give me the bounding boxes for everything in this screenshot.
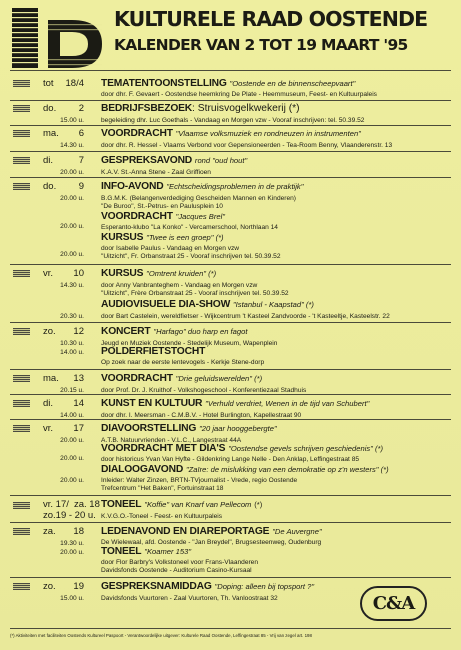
entry-time: 20.15 u. bbox=[60, 387, 84, 394]
marker-icon bbox=[13, 425, 30, 432]
entry-description: Inleider: Walter Zinzen, BRTN-TVjournalist - Vrede, regio Oostende bbox=[101, 477, 298, 484]
entry-heading: TONEEL "Koamer 153" bbox=[101, 546, 192, 557]
entry-description: door dhr. R. Hessel - Vlaams Verbond voor Gepensioneerden - Tea-Room Benny, Vlaanderenstr. 13 bbox=[101, 142, 393, 149]
entry-description: door historicus Yvan Van Hyfte - Gildenkring Lange Nelle - Den Anklap, Leffingestraat 85 bbox=[101, 456, 360, 463]
rule bbox=[10, 522, 451, 523]
marker-icon bbox=[13, 270, 30, 277]
rule-bottom bbox=[10, 628, 451, 629]
rule bbox=[10, 322, 451, 323]
entry-heading: AUDIOVISUELE DIA-SHOW "Istanbul - Kaapstad" (*) bbox=[101, 299, 314, 310]
entry-time: 14.00 u. bbox=[60, 349, 84, 356]
entry-heading: KURSUS "Twee is een groep" (*) bbox=[101, 232, 224, 243]
entry-day: do. bbox=[43, 181, 57, 192]
entry-description: Davidsfonds Oostende - Auditorium Casino-Kursaal bbox=[101, 567, 252, 574]
entry-time: 15.00 u. bbox=[60, 117, 84, 124]
entry-description: door Anny Vanbranteghem - Vandaag en Morgen vzw bbox=[101, 282, 258, 289]
rule bbox=[10, 177, 451, 178]
rule bbox=[10, 419, 451, 420]
entry-description: "De Buroo", St.-Petrus- en Paulusplein 10 bbox=[101, 203, 223, 210]
entry-time: 20.00 u. bbox=[60, 455, 84, 462]
entry-date: 14 bbox=[73, 398, 84, 409]
entry-time: 10.30 u. bbox=[60, 340, 84, 347]
entry-time: 20.00 u. bbox=[60, 437, 84, 444]
entry-date: 19 bbox=[73, 581, 84, 592]
entry-description: begeleiding dhr. Luc Goethals - Vandaag en Morgen vzw - Vooraf inschrijven: tel. 50.39.52 bbox=[101, 117, 365, 124]
entry-time: 15.00 u. bbox=[60, 595, 84, 602]
entry-description: door Flor Barbry's Volkstoneel voor Frans-Vlaanderen bbox=[101, 559, 259, 566]
entry-day: zo.19 - 20 u. bbox=[43, 510, 96, 521]
rule bbox=[10, 151, 451, 152]
entry-description: "Uitzicht", Fr. Orbanstraat 25 - Vooraf inschrijven tel. 50.39.52 bbox=[101, 253, 281, 260]
poster-title: KULTURELE RAAD OOSTENDE bbox=[114, 7, 428, 31]
entry-time: 14.30 u. bbox=[60, 282, 84, 289]
entry-description: B.G.M.K. (Belangenverdediging Gescheiden Mannen en Kinderen) bbox=[101, 195, 297, 202]
entry-time: 20.00 u. bbox=[60, 477, 84, 484]
entry-day: za. bbox=[43, 526, 56, 537]
entry-time: 20.00 u. bbox=[60, 169, 84, 176]
entry-day: ma. bbox=[43, 128, 59, 139]
marker-icon bbox=[13, 375, 30, 382]
entry-day: vr. bbox=[43, 423, 54, 434]
entry-heading: VOORDRACHT "Jacques Brel" bbox=[101, 211, 225, 222]
marker-icon bbox=[13, 105, 30, 112]
entry-time: 20.00 u. bbox=[60, 223, 84, 230]
entry-day: do. bbox=[43, 103, 57, 114]
entry-heading: GESPREKSAVOND rond "oud hout" bbox=[101, 155, 248, 166]
poster-subtitle: KALENDER VAN 2 TOT 19 MAART '95 bbox=[114, 36, 408, 54]
entry-date: 2 bbox=[78, 103, 84, 114]
entry-description: Op zoek naar de eerste lentevogels - Kerkje Stene-dorp bbox=[101, 359, 265, 366]
entry-time: 19.30 u. bbox=[60, 540, 84, 547]
marker-icon bbox=[13, 328, 30, 335]
entry-description: A.T.B. Natuurvrienden - V.L.C., Langestraat 44A bbox=[101, 437, 242, 444]
entry-day: di. bbox=[43, 155, 54, 166]
entry-date: 17 bbox=[73, 423, 84, 434]
sponsor-logo: C&A bbox=[360, 586, 427, 621]
rule bbox=[10, 394, 451, 395]
marker-icon bbox=[13, 157, 30, 164]
entry-time: 14.30 u. bbox=[60, 142, 84, 149]
footer-note: (*) Aktiviteiten met faciliteiten Oostends Kultureel Paspoort - Verantwoordelijke uitgever: Kulturele Raad Oostende, Leffingestraat 85 - Vrij van zegel art. 198 bbox=[10, 633, 312, 638]
entry-heading: KUNST EN KULTUUR "Verhuld verdriet, Wenen in de tijd van Schubert" bbox=[101, 398, 370, 409]
entry-description: K.A.V. St.-Anna Stene - Zaal Griffioen bbox=[101, 169, 211, 176]
kr-logo bbox=[12, 8, 108, 68]
entry-heading: TEMATENTOONSTELLING "Oostende en de binnenscheepvaart" bbox=[101, 78, 356, 89]
entry-description: De Wielewaal, afd. Oostende - "Jan Breydel", Brugsesteenweg, Oudenburg bbox=[101, 539, 322, 546]
rule bbox=[10, 495, 451, 496]
entry-heading: KONCERT "Harfago" duo harp en fagot bbox=[101, 326, 248, 337]
entry-description: K.V.G.O.-Toneel - Feest- en Kultuurpaleis bbox=[101, 513, 223, 520]
entry-heading: KURSUS "Omtrent kruiden" (*) bbox=[101, 268, 217, 279]
rule bbox=[10, 264, 451, 265]
entry-date: 18 bbox=[73, 526, 84, 537]
entry-heading: BEDRIJFSBEZOEK: Struisvogelkwekerij (*) bbox=[101, 103, 300, 114]
entry-date: 13 bbox=[73, 373, 84, 384]
marker-icon bbox=[13, 130, 30, 137]
entry-description: door Prof. Dr. J. Kruithof - Volkshogeschool - Konferentiezaal Stadhuis bbox=[101, 387, 307, 394]
entry-heading: DIALOOGAVOND "Zaïre: de mislukking van een demokratie op z'n westers" (*) bbox=[101, 464, 389, 475]
entry-description: door Isabelle Paulus - Vandaag en Morgen vzw bbox=[101, 245, 240, 252]
rule bbox=[10, 100, 451, 101]
entry-heading: INFO-AVOND "Echtscheidingsproblemen in de praktijk" bbox=[101, 181, 304, 192]
entry-heading: POLDERFIETSTOCHT bbox=[101, 346, 206, 357]
rule-top bbox=[10, 70, 451, 71]
entry-heading: GESPREKSNAMIDDAG "Doping: alleen bij topsport ?" bbox=[101, 581, 315, 592]
rule bbox=[10, 125, 451, 126]
entry-date: za. 18 bbox=[74, 499, 100, 510]
entry-description: Jeugd en Muziek Oostende - Stedelijk Museum, Wapenplein bbox=[101, 340, 278, 347]
entry-date: 6 bbox=[78, 128, 84, 139]
marker-icon bbox=[13, 583, 30, 590]
entry-heading: VOORDRACHT "Vlaamse volksmuziek en rondneuzen in instrumenten" bbox=[101, 128, 361, 139]
entry-description: Trefcentrum "Het Baken", Fortuinstraat 18 bbox=[101, 485, 224, 492]
entry-day: zo. bbox=[43, 581, 56, 592]
entry-heading: TONEEL "Koffie" van Knarf van Pellecom (*) bbox=[101, 499, 263, 510]
entry-heading: DIAVOORSTELLING "20 jaar hooggebergte" bbox=[101, 423, 277, 434]
entry-time: 20.00 u. bbox=[60, 195, 84, 202]
entry-date: 12 bbox=[73, 326, 84, 337]
marker-icon bbox=[13, 183, 30, 190]
entry-day: vr. bbox=[43, 268, 54, 279]
entry-date: 10 bbox=[73, 268, 84, 279]
entry-date: 18/4 bbox=[65, 78, 84, 89]
entry-heading: LEDENAVOND EN DIAREPORTAGE "De Auvergne" bbox=[101, 526, 322, 537]
entry-day: tot bbox=[43, 78, 54, 89]
entry-day: vr. 17/ bbox=[43, 499, 69, 510]
entry-time: 14.00 u. bbox=[60, 412, 84, 419]
entry-description: door dhr. F. Gevaert - Oostendse heemkring De Plate - Heemmuseum, Feest- en Kultuurpaleis bbox=[101, 91, 377, 98]
entry-day: di. bbox=[43, 398, 54, 409]
marker-icon bbox=[13, 502, 30, 509]
entry-heading: VOORDRACHT MET DIA'S "Oostendse gevels schrijven geschiedenis" (*) bbox=[101, 443, 383, 454]
marker-icon bbox=[13, 528, 30, 535]
rule bbox=[10, 369, 451, 370]
entry-heading: VOORDRACHT "Drie geluidswerelden" (*) bbox=[101, 373, 263, 384]
entry-description: door Bart Castelein, wereldfietser - Wijkcentrum 't Kasteel Zandvoorde - 't Kasteeltje, Kasteelstr. 22 bbox=[101, 313, 390, 320]
entry-date: 9 bbox=[78, 181, 84, 192]
marker-icon bbox=[13, 80, 30, 87]
entry-description: Davidsfonds Vuurtoren - Zaal Vuurtoren, Th. Vanloostraat 32 bbox=[101, 595, 278, 602]
entry-day: ma. bbox=[43, 373, 59, 384]
entry-description: "Uitzicht", Frère Orbanstraat 25 - Vooraf inschrijven tel. 50.39.52 bbox=[101, 290, 289, 297]
entry-time: 20.00 u. bbox=[60, 251, 84, 258]
entry-description: door dhr. I. Meersman - C.M.B.V. - Hotel Burlington, Kapellestraat 90 bbox=[101, 412, 302, 419]
rule bbox=[10, 577, 451, 578]
entry-day: zo. bbox=[43, 326, 56, 337]
marker-icon bbox=[13, 400, 30, 407]
entry-time: 20.30 u. bbox=[60, 313, 84, 320]
entry-date: 7 bbox=[78, 155, 84, 166]
entry-description: Esperanto-klubo "La Konko" - Vercamerschool, Northlaan 14 bbox=[101, 224, 278, 231]
entry-time: 20.00 u. bbox=[60, 549, 84, 556]
